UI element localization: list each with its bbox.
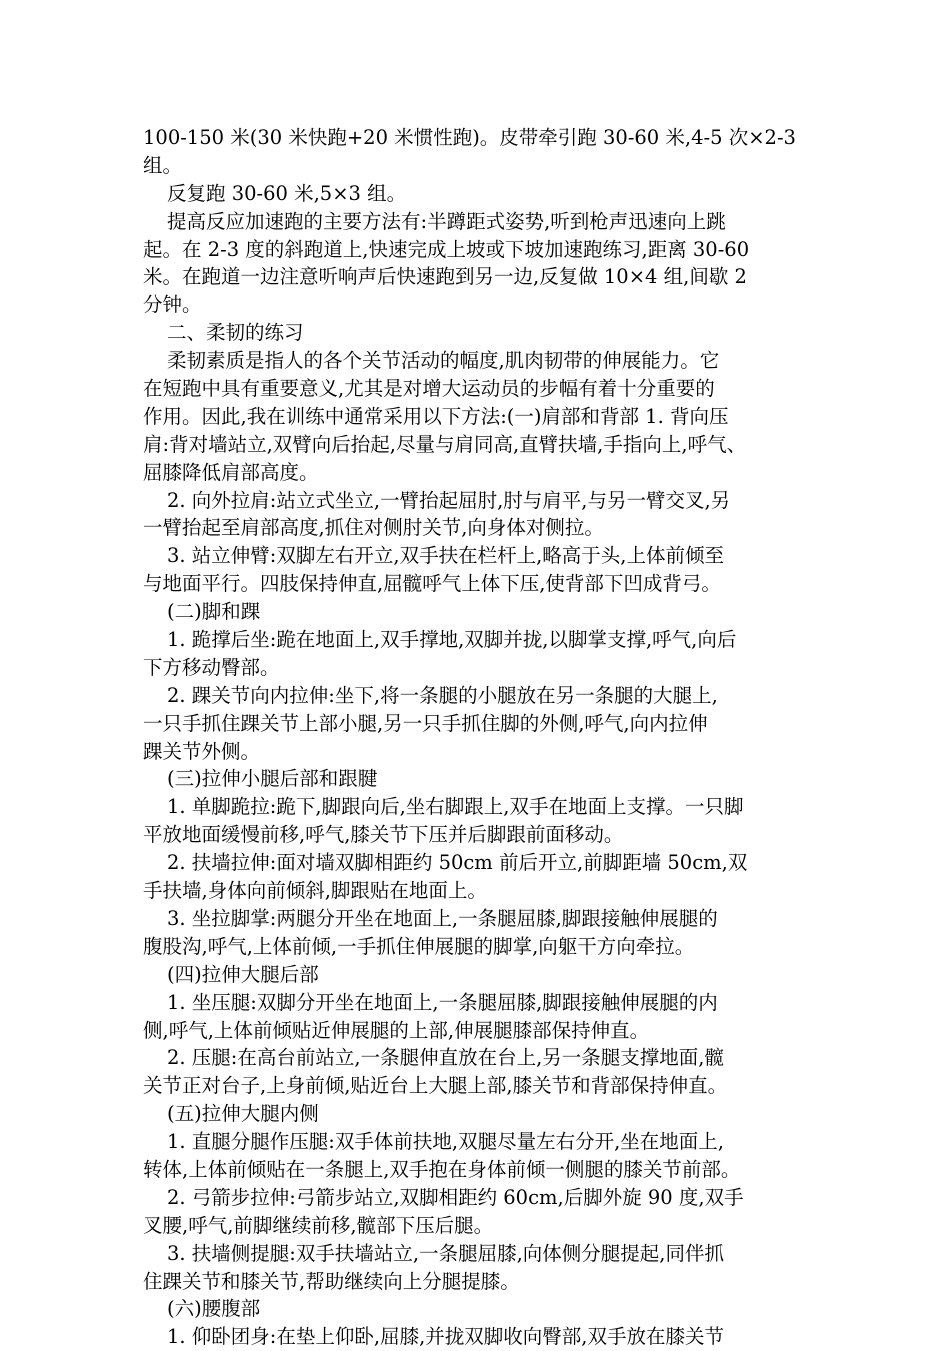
text-line: 肩:背对墙站立,双臂向后抬起,尽量与肩同高,直臂扶墙,手指向上,呼气、 bbox=[143, 432, 747, 456]
text-line: 一只手抓住踝关节上部小腿,另一只手抓住脚的外侧,呼气,向内拉伸 bbox=[143, 711, 708, 735]
text-line: 住踝关节和膝关节,帮助继续向上分腿提膝。 bbox=[143, 1269, 520, 1293]
text-line: 踝关节外侧。 bbox=[143, 739, 261, 763]
text-line: 叉腰,呼气,前脚继续前移,髋部下压后腿。 bbox=[143, 1213, 494, 1237]
text-line: 下方移动臀部。 bbox=[143, 655, 280, 679]
text-line: 在短跑中具有重要意义,尤其是对增大运动员的步幅有着十分重要的 bbox=[143, 377, 715, 401]
body-text bbox=[143, 124, 823, 1351]
text-line: 米。在跑道一边注意听响声后快速跑到另一边,反复做 10×4 组,间歇 2 bbox=[143, 265, 747, 289]
text-line: 100-150 米(30 米快跑+20 米惯性跑)。皮带牵引跑 30-60 米,4-5 次×2-3 bbox=[143, 126, 796, 149]
text-line: (六)腰腹部 bbox=[167, 1297, 261, 1321]
text-line: 3. 站立伸臂:双脚左右开立,双手扶在栏杆上,略高于头,上体前倾至 bbox=[167, 544, 724, 568]
text-line: (二)脚和踝 bbox=[167, 600, 261, 624]
text-line: 反复跑 30-60 米,5×3 组。 bbox=[167, 181, 407, 205]
text-line: (三)拉伸小腿后部和跟腱 bbox=[167, 767, 378, 791]
text-line: 起。在 2-3 度的斜跑道上,快速完成上坡或下坡加速跑练习,距离 30-60 bbox=[143, 237, 750, 261]
text-line: 2. 向外拉肩:站立式坐立,一臂抬起屈肘,肘与肩平,与另一臂交叉,另 bbox=[167, 488, 731, 512]
text-line: (五)拉伸大腿内侧 bbox=[167, 1102, 319, 1126]
text-line: 侧,呼气,上体前倾贴近伸展腿的上部,伸展腿膝部保持伸直。 bbox=[143, 1018, 650, 1042]
text-line: 关节正对台子,上身前倾,贴近台上大腿上部,膝关节和背部保持伸直。 bbox=[143, 1074, 728, 1098]
text-line: 与地面平行。四肢保持伸直,屈髋呼气上体下压,使背部下凹成背弓。 bbox=[143, 572, 721, 596]
text-line: 1. 直腿分腿作压腿:双手体前扶地,双腿尽量左右分开,坐在地面上, bbox=[167, 1130, 724, 1154]
text-line: 1. 单脚跪拉:跪下,脚跟向后,坐右脚跟上,双手在地面上支撑。一只脚 bbox=[167, 795, 744, 819]
text-line: 2. 扶墙拉伸:面对墙双脚相距约 50cm 前后开立,前脚距墙 50cm,双 bbox=[167, 851, 748, 875]
text-line: 分钟。 bbox=[143, 293, 202, 317]
text-line: 腹股沟,呼气,上体前倾,一手抓住伸展腿的脚掌,向躯干方向牵拉。 bbox=[143, 934, 695, 958]
text-line: 平放地面缓慢前移,呼气,膝关节下压并后脚跟前面移动。 bbox=[143, 823, 624, 847]
text-line: 1. 仰卧团身:在垫上仰卧,屈膝,并拢双脚收向臀部,双手放在膝关节 bbox=[167, 1325, 724, 1349]
text-line: 2. 踝关节向内拉伸:坐下,将一条腿的小腿放在另一条腿的大腿上, bbox=[167, 683, 718, 707]
text-line: 2. 弓箭步拉伸:弓箭步站立,双脚相距约 60cm,后脚外旋 90 度,双手 bbox=[167, 1185, 744, 1209]
text-line: 组。 bbox=[143, 153, 183, 177]
text-line: (四)拉伸大腿后部 bbox=[167, 962, 319, 986]
text-line: 二、柔韧的练习 bbox=[167, 321, 304, 345]
text-line: 一臂抬起至肩部高度,抓住对侧肘关节,向身体对侧拉。 bbox=[143, 516, 604, 540]
text-line: 1. 坐压腿:双脚分开坐在地面上,一条腿屈膝,脚跟接触伸展腿的内 bbox=[167, 990, 718, 1014]
text-line: 2. 压腿:在高台前站立,一条腿伸直放在台上,另一条腿支撑地面,髋 bbox=[167, 1046, 724, 1070]
text-line: 手扶墙,身体向前倾斜,脚跟贴在地面上。 bbox=[143, 879, 487, 903]
text-line: 转体,上体前倾贴在一条腿上,双手抱在身体前倾一侧腿的膝关节前部。 bbox=[143, 1157, 741, 1181]
text-line: 3. 扶墙侧提腿:双手扶墙站立,一条腿屈膝,向体侧分腿提起,同伴抓 bbox=[167, 1241, 724, 1265]
text-line: 提高反应加速跑的主要方法有:半蹲距式姿势,听到枪声迅速向上跳 bbox=[167, 209, 726, 233]
text-line: 柔韧素质是指人的各个关节活动的幅度,肌肉韧带的伸展能力。它 bbox=[167, 349, 720, 373]
text-line: 1. 跪撑后坐:跪在地面上,双手撑地,双脚并拢,以脚掌支撑,呼气,向后 bbox=[167, 628, 737, 652]
text-line: 作用。因此,我在训练中通常采用以下方法:(一)肩部和背部 1. 背向压 bbox=[143, 404, 729, 428]
text-line: 屈膝降低肩部高度。 bbox=[143, 460, 319, 484]
text-line: 3. 坐拉脚掌:两腿分开坐在地面上,一条腿屈膝,脚跟接触伸展腿的 bbox=[167, 906, 718, 930]
